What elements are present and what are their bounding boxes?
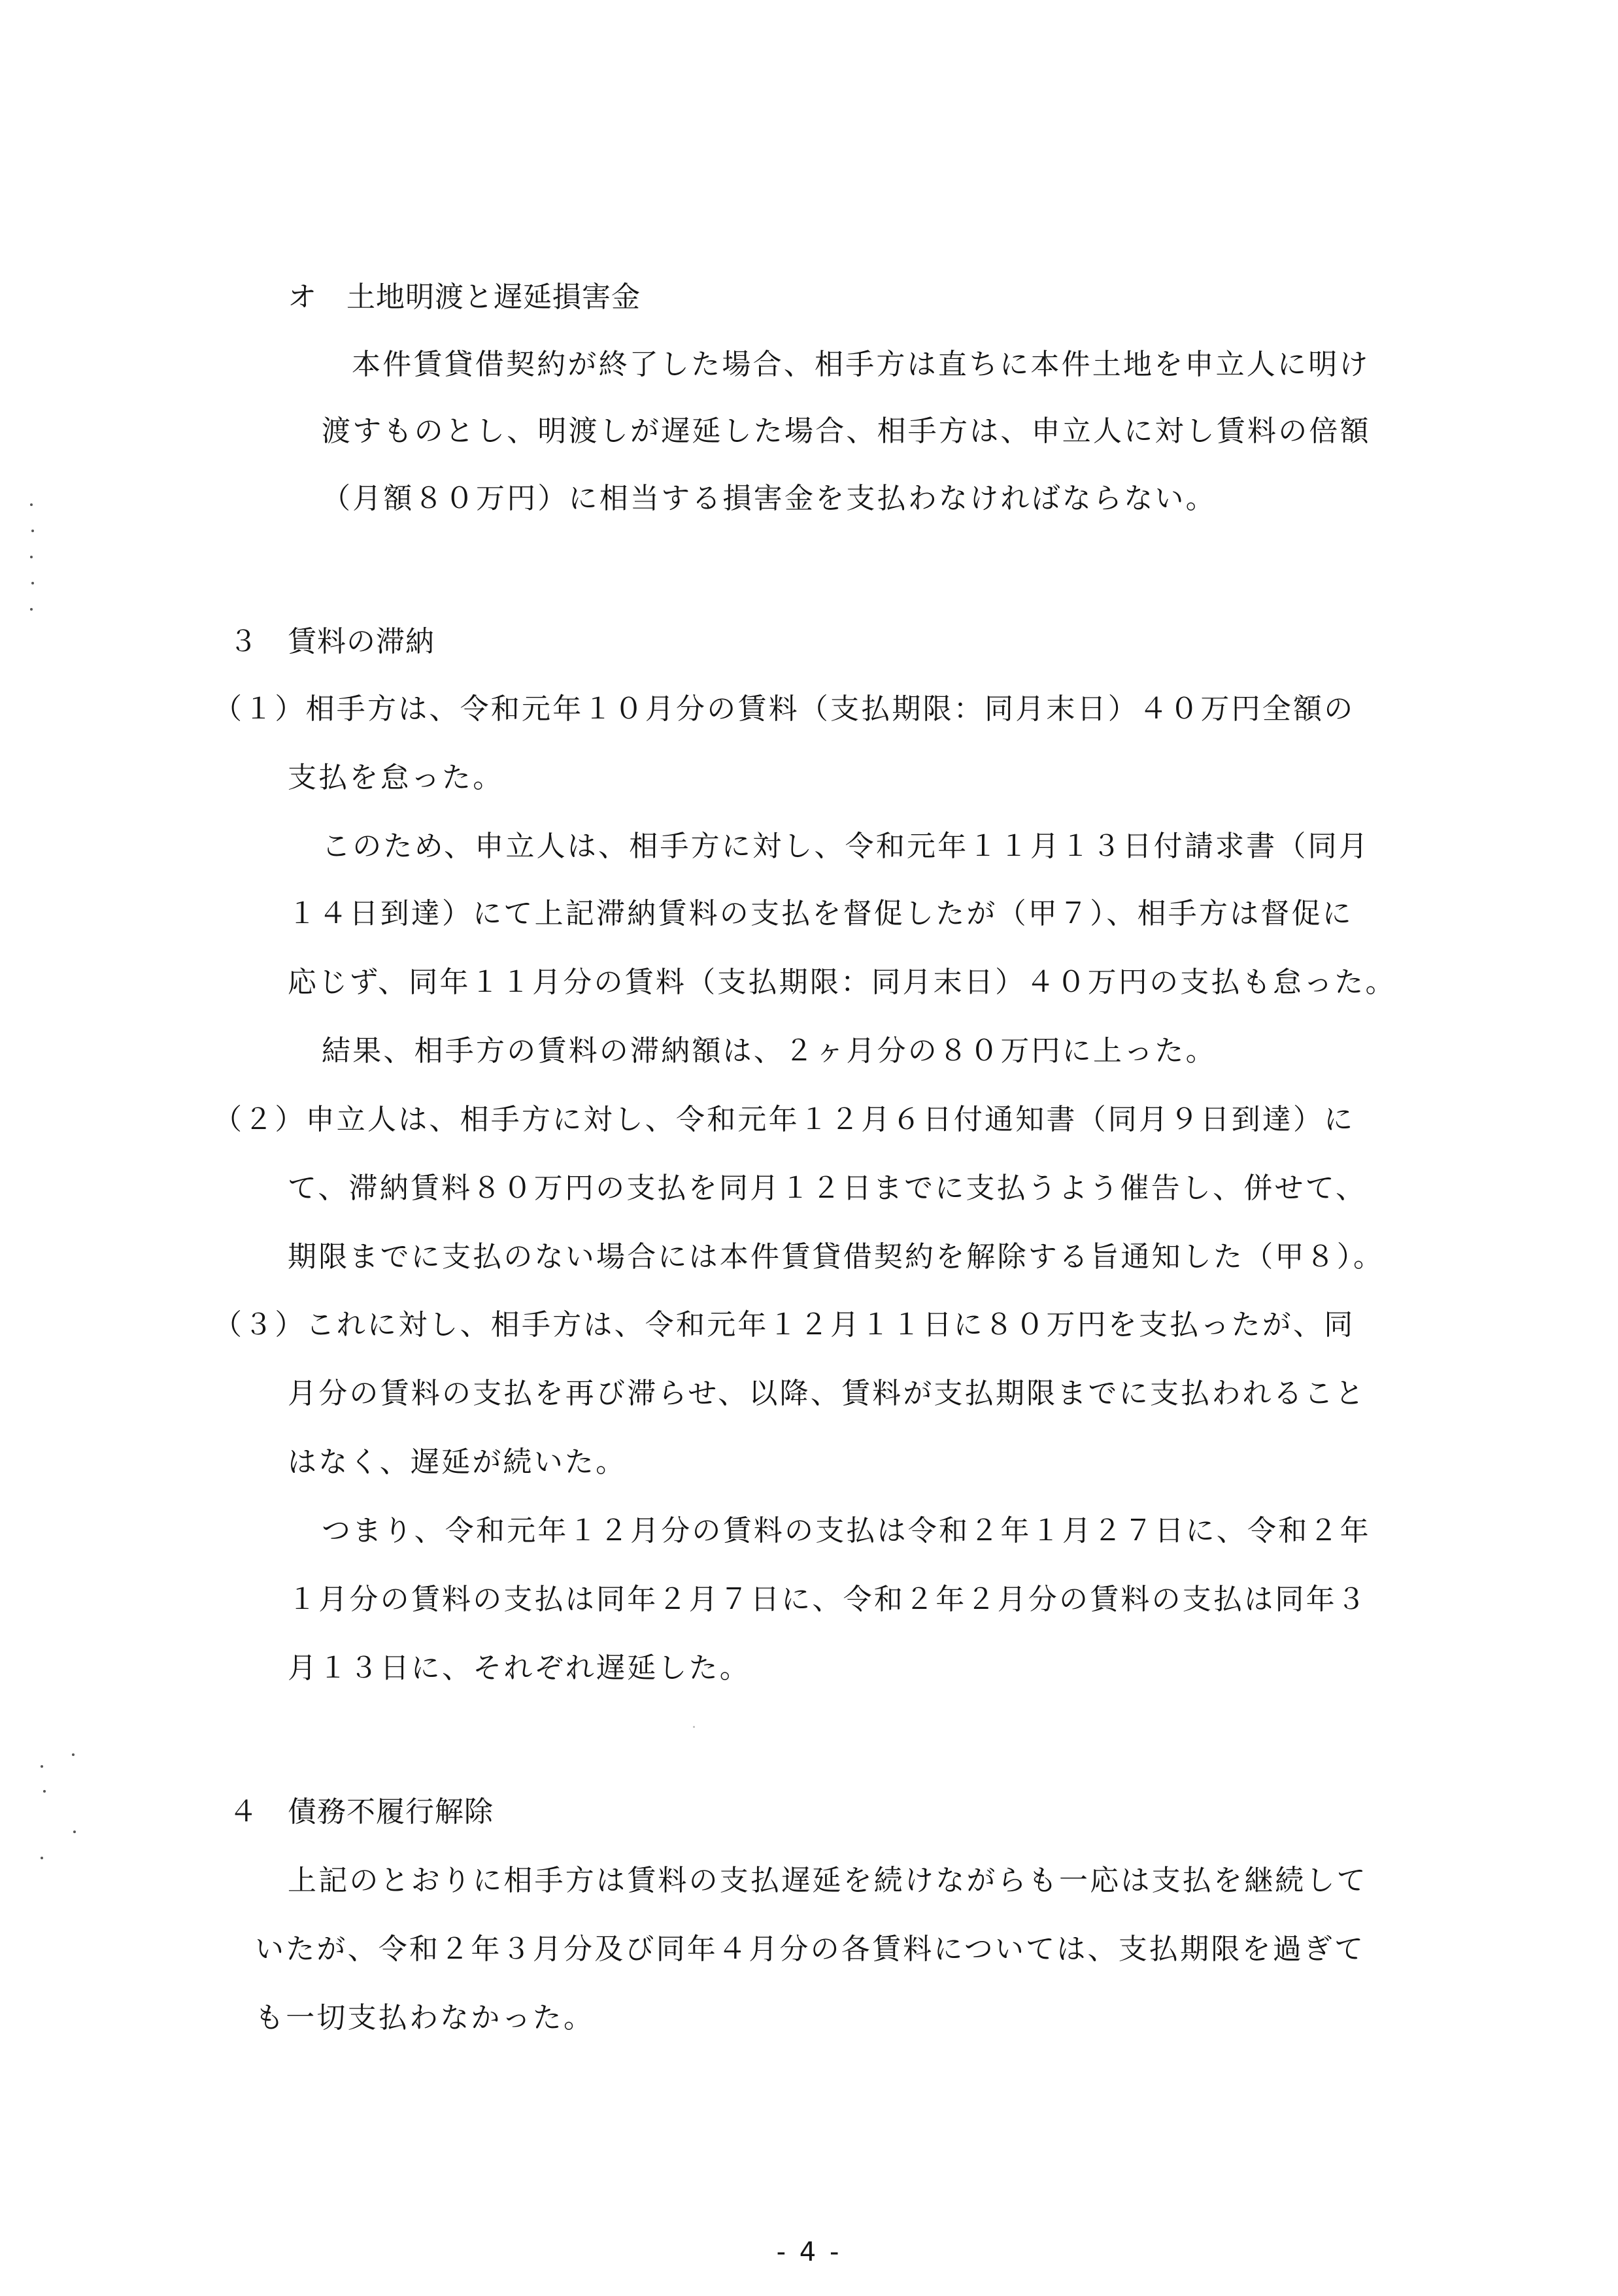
margin-mark (30, 503, 33, 506)
margin-mark (30, 556, 33, 558)
item-1-line-2: 支払を怠った。 (288, 761, 504, 794)
margin-mark (73, 1831, 76, 1833)
section-4-heading: ４ 債務不履行解除 (229, 1795, 494, 1829)
item-1-line-3: このため、申立人は、相手方に対し、令和元年１１月１３日付請求書（同月 (322, 830, 1370, 863)
item-1-line-5: 応じず、同年１１月分の賃料（支払期限：同月末日）４０万円の支払も怠った。 (288, 966, 1396, 999)
section-3-heading: ３ 賃料の滞納 (229, 625, 435, 658)
item-3-line-6: 月１３日に、それぞれ遅延した。 (288, 1651, 750, 1685)
section-o-heading: オ 土地明渡と遅延損害金 (288, 280, 641, 314)
margin-mark (41, 1857, 43, 1859)
page-number: - 4 - (776, 2237, 842, 2267)
item-3-line-3: はなく、遅延が続いた。 (288, 1445, 627, 1479)
item-1-line-6: 結果、相手方の賃料の滞納額は、２ヶ月分の８０万円に上った。 (322, 1034, 1217, 1068)
item-3-line-2: 月分の賃料の支払を再び滞らせ、以降、賃料が支払期限までに支払われること (288, 1377, 1366, 1410)
section-4-line-3: も一切支払わなかった。 (255, 2001, 595, 2034)
margin-mark (31, 530, 34, 532)
section-o-line-1: 本件賃貸借契約が終了した場合、相手方は直ちに本件土地を申立人に明け (352, 348, 1370, 381)
margin-mark (43, 1790, 46, 1793)
margin-mark (31, 582, 34, 584)
margin-mark (41, 1765, 43, 1768)
item-3-line-4: つまり、令和元年１２月分の賃料の支払は令和２年１月２７日に、令和２年 (322, 1514, 1371, 1547)
section-o-line-2: 渡すものとし、明渡しが遅延した場合、相手方は、申立人に対し賃料の倍額 (322, 414, 1371, 448)
item-2-line-1: （２）申立人は、相手方に対し、令和元年１２月６日付通知書（同月９日到達）に (213, 1103, 1355, 1136)
item-3-line-1: （３）これに対し、相手方は、令和元年１２月１１日に８０万円を支払ったが、同 (213, 1308, 1355, 1342)
item-1-line-4: １４日到達）にて上記滞納賃料の支払を督促したが（甲７）、相手方は督促に (288, 897, 1353, 930)
margin-mark (693, 1726, 695, 1728)
item-2-line-3: 期限までに支払のない場合には本件賃貸借契約を解除する旨通知した（甲８）。 (288, 1240, 1385, 1274)
item-2-line-2: て、滞納賃料８０万円の支払を同月１２日までに支払うよう催告し、併せて、 (288, 1172, 1367, 1205)
item-3-line-5: １月分の賃料の支払は同年２月７日に、令和２年２月分の賃料の支払は同年３ (288, 1583, 1368, 1616)
margin-mark (72, 1753, 75, 1756)
section-4-line-1: 上記のとおりに相手方は賃料の支払遅延を続けながらも一応は支払を継続して (288, 1864, 1368, 1897)
section-4-line-2: いたが、令和２年３月分及び同年４月分の各賃料については、支払期限を過ぎて (255, 1933, 1366, 1966)
item-1-line-1: （１）相手方は、令和元年１０月分の賃料（支払期限：同月末日）４０万円全額の (213, 692, 1355, 726)
margin-mark (30, 608, 33, 611)
section-o-line-3: （月額８０万円）に相当する損害金を支払わなければならない。 (322, 482, 1217, 515)
